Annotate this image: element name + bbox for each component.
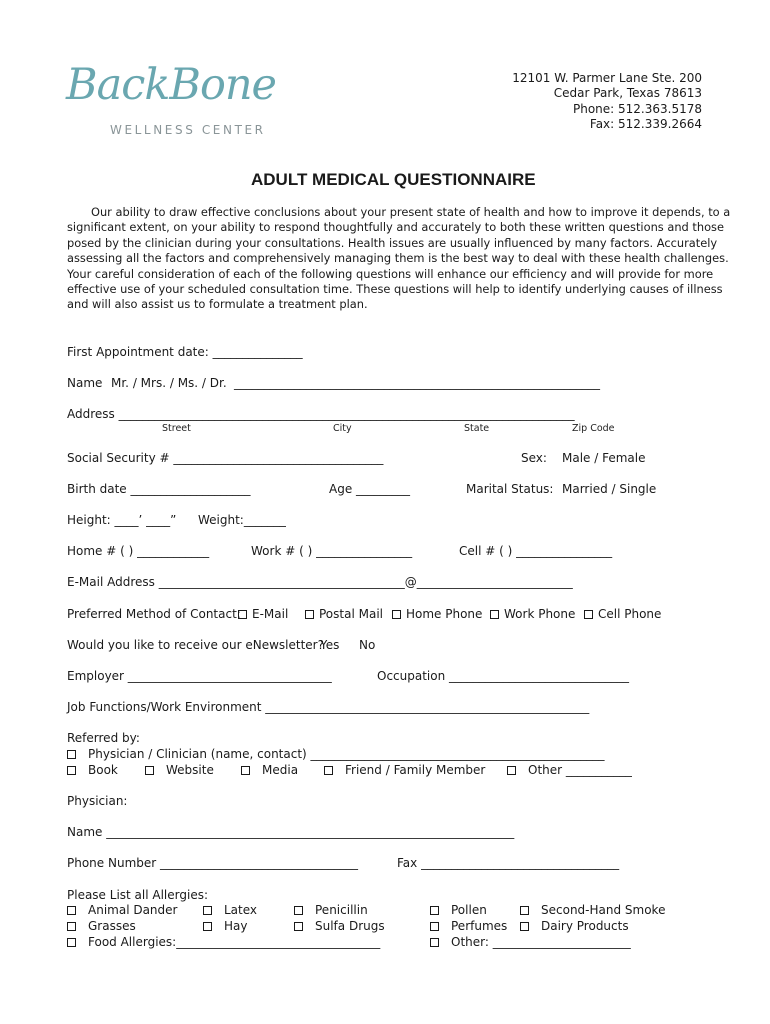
address-field[interactable]: Address ____________________________________________________________________________ — [67, 407, 575, 421]
clinic-fax: Fax: 512.339.2664 — [589, 117, 702, 131]
logo-subtitle: WELLNESS CENTER — [110, 123, 266, 137]
checkbox-icon[interactable] — [294, 922, 303, 931]
allergy-second-hand-smoke[interactable]: Second-Hand Smoke — [520, 903, 665, 918]
ssn-field[interactable]: Social Security # ___________________________________ — [67, 451, 384, 465]
clinic-address-line-1: 12101 W. Parmer Lane Ste. 200 — [512, 71, 702, 85]
clinic-address-line-2: Cedar Park, Texas 78613 — [553, 86, 702, 100]
checkbox-icon[interactable] — [520, 922, 529, 931]
weight-field[interactable]: Weight:_______ — [198, 513, 286, 527]
address-sub-state: State — [464, 423, 490, 434]
allergy-perfumes[interactable]: Perfumes — [430, 919, 507, 934]
checkbox-icon[interactable] — [241, 766, 250, 775]
physician-label: Physician: — [67, 794, 128, 808]
checkbox-icon[interactable] — [67, 938, 76, 947]
allergy-hay[interactable]: Hay — [203, 919, 247, 934]
newsletter-no[interactable]: No — [359, 638, 376, 652]
allergy-other[interactable]: Other: _______________________ — [430, 935, 631, 950]
clinic-phone: Phone: 512.363.5178 — [572, 102, 702, 116]
referred-friend-option[interactable]: Friend / Family Member — [324, 763, 485, 778]
allergy-latex[interactable]: Latex — [203, 903, 257, 918]
allergies-label: Please List all Allergies: — [67, 888, 208, 902]
occupation-field[interactable]: Occupation ______________________________ — [377, 669, 630, 683]
checkbox-icon[interactable] — [67, 766, 76, 775]
checkbox-icon[interactable] — [67, 906, 76, 915]
newsletter-yes[interactable]: Yes — [320, 638, 340, 652]
checkbox-icon[interactable] — [238, 610, 247, 619]
allergy-pollen[interactable]: Pollen — [430, 903, 487, 918]
physician-phone-field[interactable]: Phone Number _________________________________ — [67, 856, 359, 870]
referred-book-option[interactable]: Book — [67, 763, 118, 778]
sex-label: Sex: — [521, 451, 547, 465]
address-sub-street: Street — [162, 423, 191, 434]
checkbox-icon[interactable] — [430, 938, 439, 947]
logo-wordmark: BackBone — [66, 60, 277, 110]
cell-phone-field[interactable]: Cell # ( ) ________________ — [459, 544, 613, 558]
contact-option-email[interactable]: E-Mail — [238, 607, 288, 622]
allergy-penicillin[interactable]: Penicillin — [294, 903, 368, 918]
first-appointment-field[interactable]: First Appointment date: _______________ — [67, 345, 303, 359]
checkbox-icon[interactable] — [430, 922, 439, 931]
checkbox-icon[interactable] — [67, 750, 76, 759]
checkbox-icon[interactable] — [67, 922, 76, 931]
name-label: Name — [67, 376, 103, 390]
checkbox-icon[interactable] — [294, 906, 303, 915]
home-phone-field[interactable]: Home # ( ) ____________ — [67, 544, 210, 558]
allergy-animal-dander[interactable]: Animal Dander — [67, 903, 177, 918]
allergy-food[interactable]: Food Allergies:__________________________________ — [67, 935, 380, 950]
allergy-grasses[interactable]: Grasses — [67, 919, 136, 934]
intro-paragraph: Our ability to draw effective conclusions about your present state of health and how to improve it depends, to a significant extent, on your ability to respond thoughtfully and accurately to both these written questions and those posed by the clinician during your consultations. Health issues are usually influenced by many factors. Accurately assessing all the factors and comprehensively managing them is the best way to deal with these health challenges. Your careful consideration of each of the following questions will enhance our efficiency and will provide for more effective use of your scheduled consultation time. These questions will help to identify underlying causes of illness and will also assist us to formulate a treatment plan. — [67, 205, 731, 312]
referred-other-option[interactable]: Other ___________ — [507, 763, 632, 778]
checkbox-icon[interactable] — [203, 922, 212, 931]
birth-date-field[interactable]: Birth date ____________________ — [67, 482, 251, 496]
physician-name-field[interactable]: Name ____________________________________________________________________ — [67, 825, 515, 839]
email-field[interactable]: E-Mail Address _________________________________________@__________________________ — [67, 575, 573, 589]
name-prefix: Mr. / Mrs. / Ms. / Dr. — [111, 376, 227, 390]
marital-status-options[interactable]: Married / Single — [562, 482, 657, 496]
checkbox-icon[interactable] — [430, 906, 439, 915]
marital-status-label: Marital Status: — [466, 482, 554, 496]
contact-option-cell-phone[interactable]: Cell Phone — [584, 607, 661, 622]
checkbox-icon[interactable] — [203, 906, 212, 915]
checkbox-icon[interactable] — [490, 610, 499, 619]
checkbox-icon[interactable] — [520, 906, 529, 915]
page-title: ADULT MEDICAL QUESTIONNAIRE — [251, 170, 536, 189]
referred-by-label: Referred by: — [67, 731, 140, 745]
checkbox-icon[interactable] — [584, 610, 593, 619]
sex-options[interactable]: Male / Female — [562, 451, 646, 465]
address-sub-zip: Zip Code — [572, 423, 615, 434]
age-field[interactable]: Age _________ — [329, 482, 411, 496]
contact-option-home-phone[interactable]: Home Phone — [392, 607, 482, 622]
checkbox-icon[interactable] — [392, 610, 401, 619]
checkbox-icon[interactable] — [324, 766, 333, 775]
contact-method-label: Preferred Method of Contact: — [67, 607, 241, 621]
referred-media-option[interactable]: Media — [241, 763, 298, 778]
allergy-sulfa-drugs[interactable]: Sulfa Drugs — [294, 919, 385, 934]
checkbox-icon[interactable] — [145, 766, 154, 775]
contact-option-postal[interactable]: Postal Mail — [305, 607, 383, 622]
referred-website-option[interactable]: Website — [145, 763, 214, 778]
referred-physician-option[interactable]: Physician / Clinician (name, contact) _________________________________________________ — [67, 747, 605, 762]
allergy-dairy-products[interactable]: Dairy Products — [520, 919, 629, 934]
address-sub-city: City — [333, 423, 352, 434]
work-phone-field[interactable]: Work # ( ) ________________ — [251, 544, 413, 558]
job-functions-field[interactable]: Job Functions/Work Environment ______________________________________________________ — [67, 700, 590, 714]
employer-field[interactable]: Employer __________________________________ — [67, 669, 332, 683]
physician-fax-field[interactable]: Fax _________________________________ — [397, 856, 620, 870]
newsletter-question: Would you like to receive our eNewsletter? — [67, 638, 324, 652]
contact-option-work-phone[interactable]: Work Phone — [490, 607, 575, 622]
checkbox-icon[interactable] — [305, 610, 314, 619]
name-field[interactable]: _____________________________________________________________ — [234, 376, 600, 390]
height-field[interactable]: Height: ____’ ____” — [67, 513, 177, 527]
checkbox-icon[interactable] — [507, 766, 516, 775]
